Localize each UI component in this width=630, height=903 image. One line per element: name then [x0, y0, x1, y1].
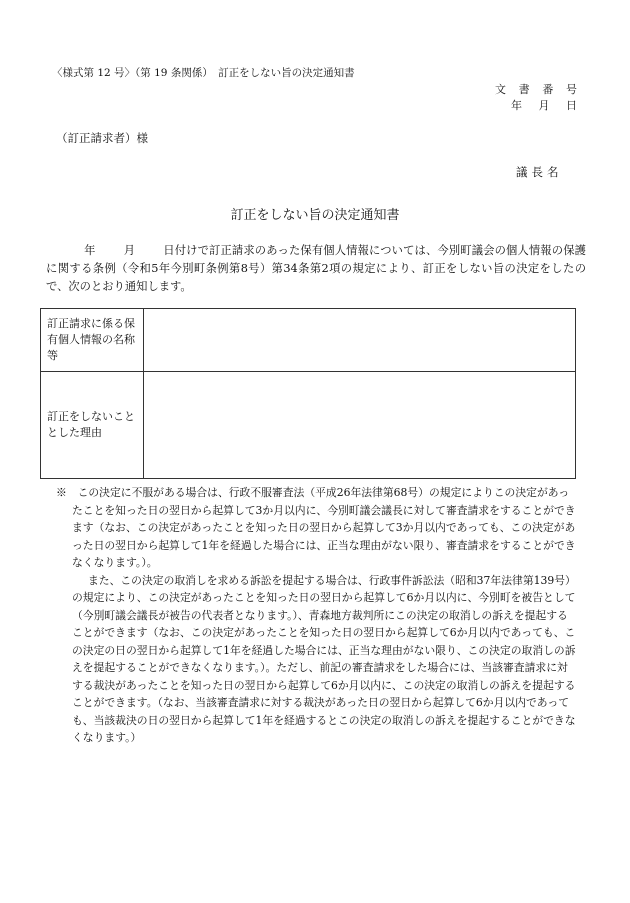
body-text: 日付けで訂正請求のあった保有個人情報については、今別町議会の個人情報の保護に関する条例（令和5年今別町条例第8号）第34条第2項の規定により、訂正をしない旨の決定をしたので、次のとおり通知します。	[46, 244, 586, 293]
notes-section	[56, 484, 578, 747]
form-number: 〈様式第 12 号〉（第 19 条関係） 訂正をしない旨の決定通知書	[52, 67, 355, 79]
body-paragraph	[46, 242, 586, 296]
addressee: （訂正請求者）様	[56, 131, 148, 145]
page-title: 訂正をしない旨の決定通知書	[230, 208, 400, 223]
row1-label: 訂正請求に係る保有個人情報の名称等	[41, 309, 144, 372]
doc-number-char: 番	[542, 83, 554, 96]
date-year: 年	[511, 99, 522, 112]
note-lawsuit: また、この決定の取消しを求める訴訟を提起する場合は、行政事件訴訟法（昭和37年法律第139号）の規定により、この決定があったことを知った日の翌日から起算して6か月以内に、今別町を被告として（今別町議会議長が被告の代表者となります。）、青森地方裁判所にこの決定の取消しの訴えを提起することができます（なお、この決定があったことを知った日の翌日から起算して6か月以内であっても、この決定の日の翌日から起算して1年を経過した場合には、正当な理由がない限り、この決定の取消しの訴えを提起することができなくなります。）。ただし、前記の審査請求をした場合には、当該審査請求に対する裁決があったことを知った日の翌日から起算して6か月以内に、この決定の取消しの訴えを提起することができます。（なお、当該審査請求に対する裁決があった日の翌日から起算して6か月以内であっても、当該裁決の日の翌日から起算して1年を経過するとこの決定の取消しの訴えを提起することができなくなります。）	[72, 573, 576, 744]
doc-number	[495, 82, 577, 98]
row1-value	[144, 309, 576, 372]
date-month: 月	[538, 99, 550, 112]
row2-label: 訂正をしないこととした理由	[41, 372, 144, 479]
chairperson-name: 議長名	[516, 165, 563, 179]
doc-number-char: 文	[495, 83, 506, 96]
doc-number-block	[495, 82, 577, 114]
date-line	[495, 98, 577, 114]
table-row	[41, 309, 576, 372]
table-row	[41, 372, 576, 479]
row2-value	[144, 372, 576, 479]
doc-number-char: 書	[518, 83, 530, 96]
body-year: 年	[84, 244, 96, 257]
doc-number-char: 号	[565, 83, 577, 96]
info-table	[40, 308, 576, 479]
note-appeal: ※ この決定に不服がある場合は、行政不服審査法（平成26年法律第68号）の規定によりこの決定があったことを知った日の翌日から起算して3か月以内に、今別町議会議長に対して審査請求をすることができます（なお、この決定があったことを知った日の翌日から起算して3か月以内であっても、この決定があった日の翌日から起算して1年を経過した場合には、正当な理由がない限り、審査請求をすることができなくなります。）。	[56, 486, 576, 569]
date-day: 日	[566, 99, 577, 112]
body-month: 月	[123, 244, 136, 257]
